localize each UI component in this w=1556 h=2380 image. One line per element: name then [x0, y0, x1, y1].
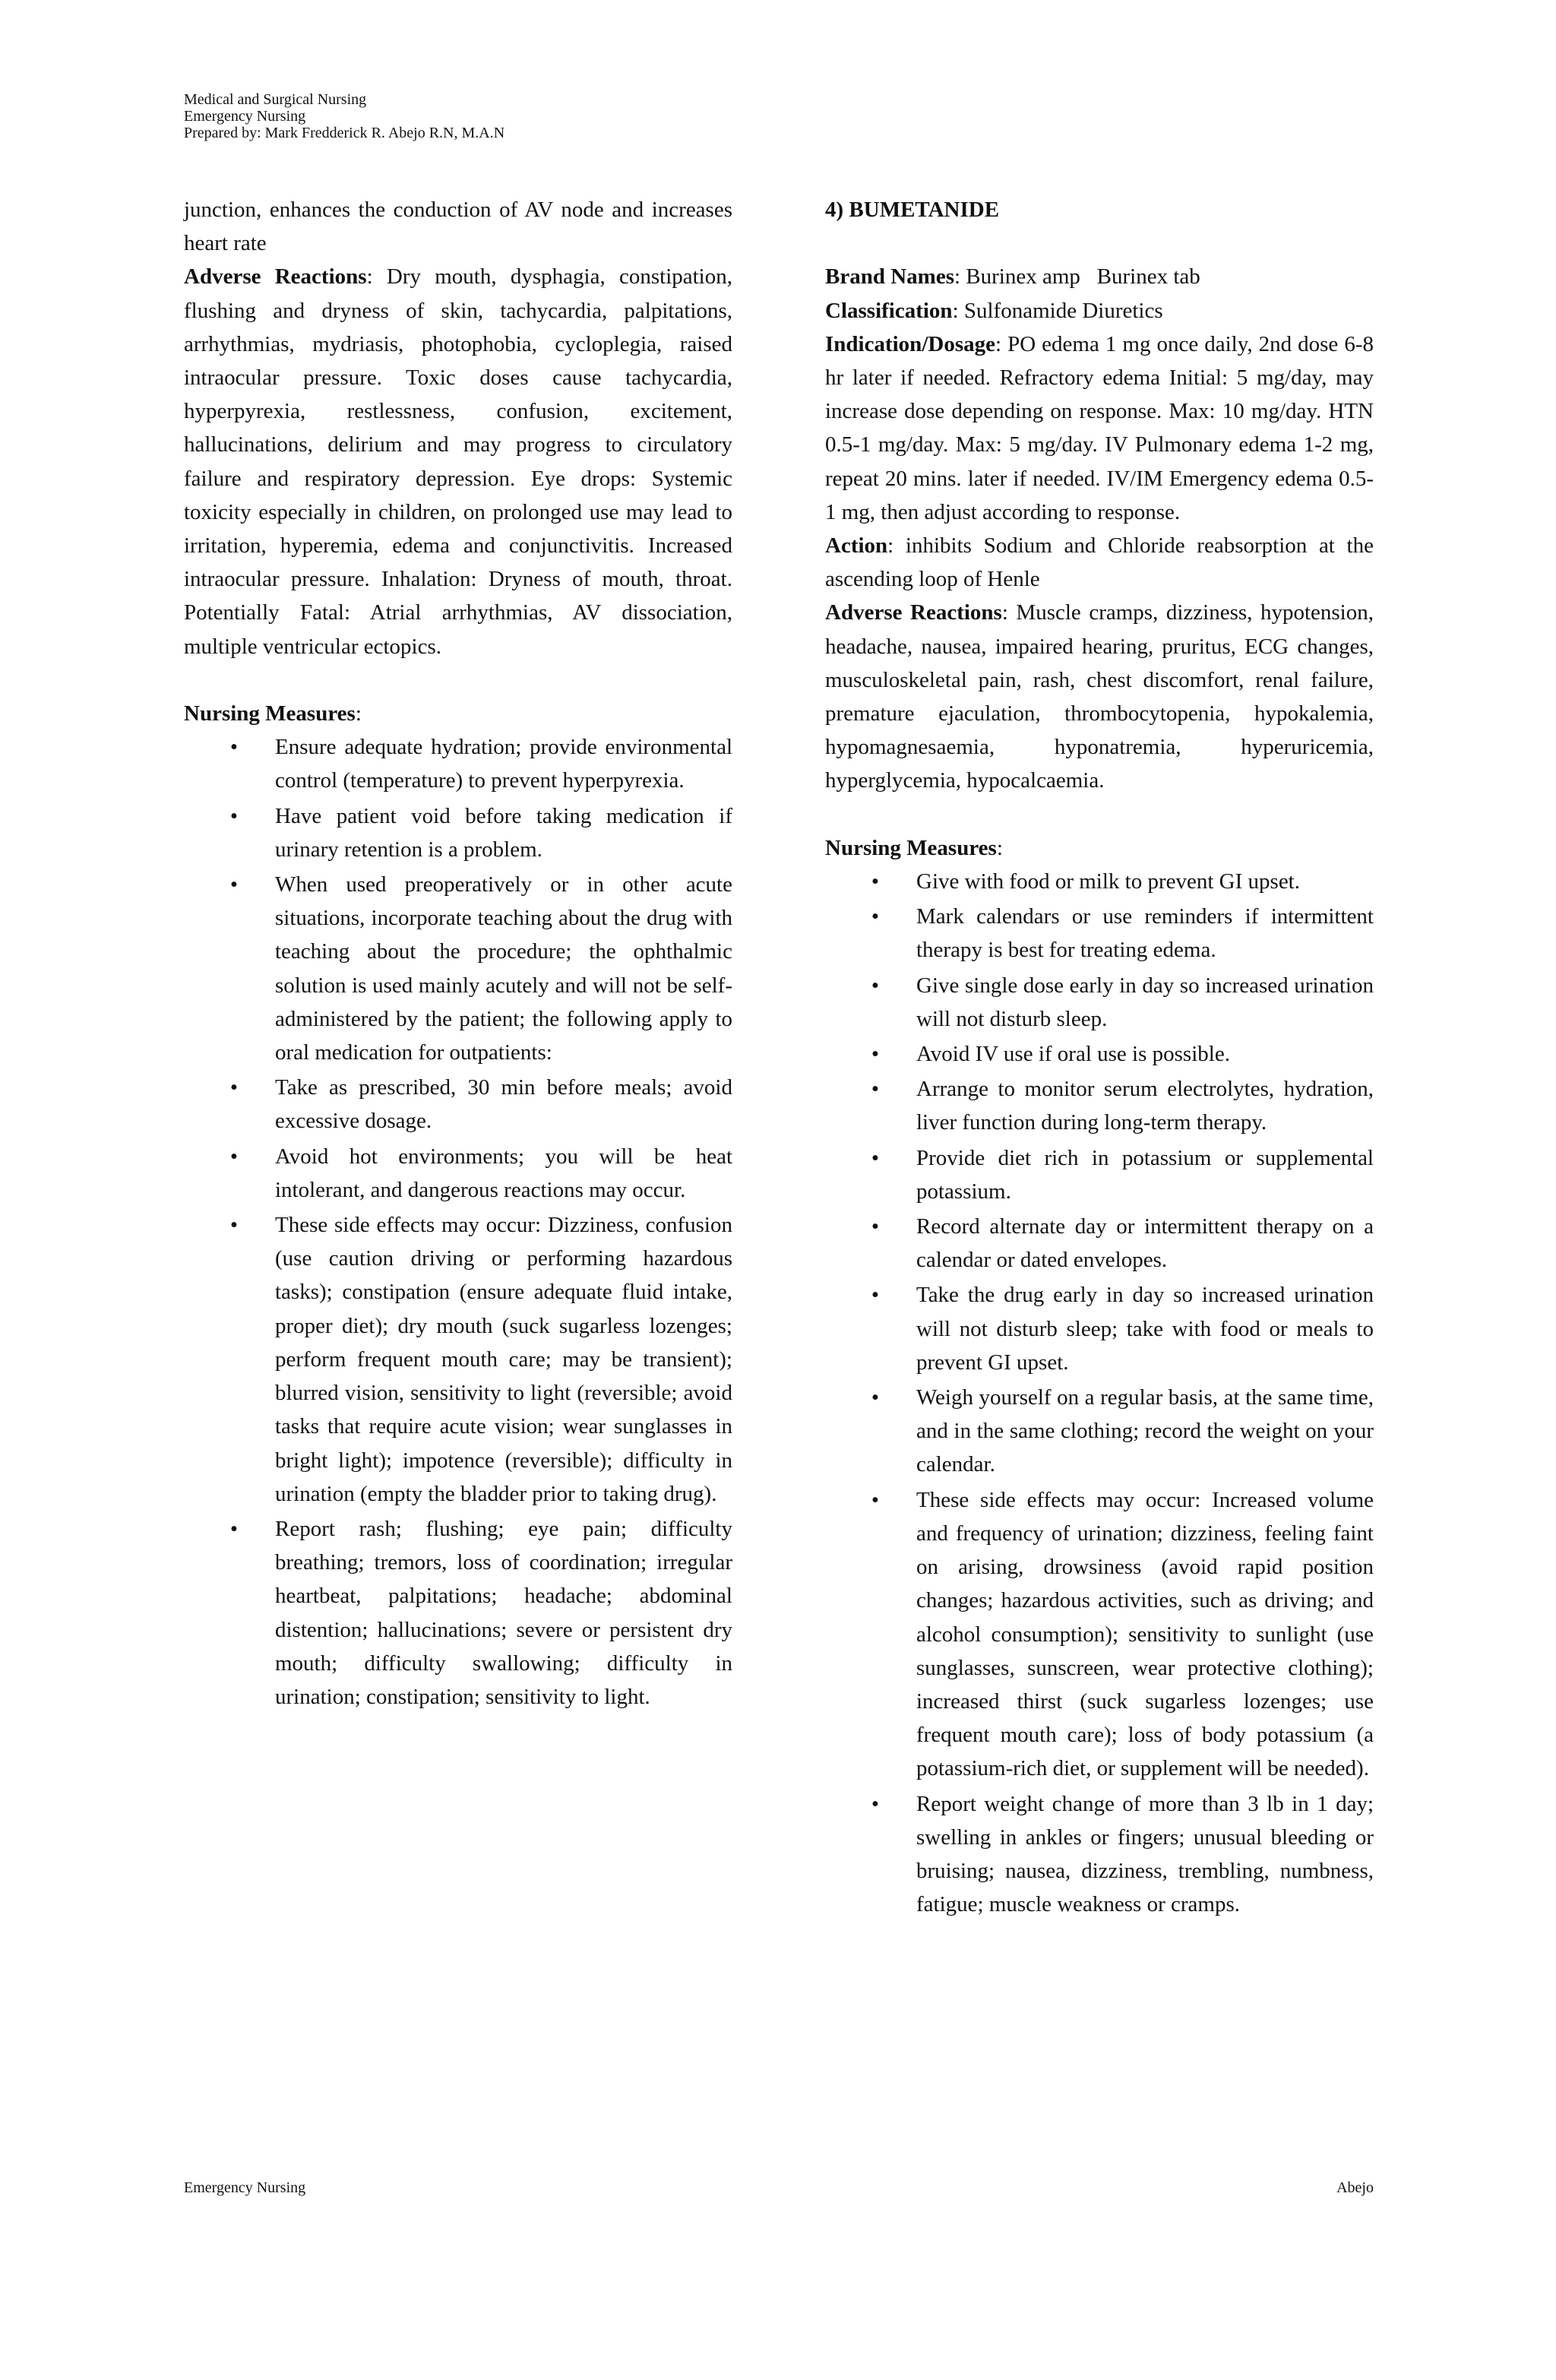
page-header [184, 91, 504, 141]
list-item: • These side effects may occur: Increased volume and frequency of urination; dizziness, feeling faint on arising, drowsiness (avoid rapid position changes; hazardous activities, such as driving; and alcohol consumption); sensitivity to sunlight (use sunglasses, sunscreen, wear protective clothing); increased thirst (suck sugarless lozenges; use frequent mouth care); loss of body potassium (a potassium-rich diet, or supplement will be needed). [825, 1483, 1374, 1786]
left-bullet-list [184, 730, 732, 1714]
adverse-reactions-label: Adverse Reactions [184, 264, 367, 290]
bullet-icon: • [229, 1144, 239, 1169]
list-item: • Report weight change of more than 3 lb in 1 day; swelling in ankles or fingers; unusual bleeding or bruising; nausea, dizziness, trembling, numbness, fatigue; muscle weakness or cramps. [825, 1787, 1374, 1922]
bullet-icon: • [871, 869, 880, 894]
brand-names-text: : Burinex amp Burinex tab [954, 264, 1200, 290]
bullet-icon: • [229, 1213, 239, 1238]
indication-text: : PO edema 1 mg once daily, 2nd dose 6-8 hr later if needed. Refractory edema Initial: 5 mg/day, may increase dose depending on response. Max: 10 mg/day. HTN 0.5-1 mg/day. Max: 5 mg/day. IV Pulmonary edema 1-2 mg, repeat 20 mins. later if needed. IV/IM Emergency edema 0.5-1 mg, then adjust according to response. [825, 331, 1374, 524]
intro-paragraph: junction, enhances the conduction of AV node and increases heart rate [184, 198, 732, 256]
list-item: • Mark calendars or use reminders if intermittent therapy is best for treating edema. [825, 900, 1374, 967]
list-item: • Report rash; flushing; eye pain; difficulty breathing; tremors, loss of coordination; irregular heartbeat, palpitations; headache; abdominal distention; hallucinations; severe or persistent dry mouth; difficulty swallowing; difficulty in urination; constipation; sensitivity to light. [184, 1512, 732, 1714]
list-item: • Give single dose early in day so increased urination will not disturb sleep. [825, 969, 1374, 1036]
bullet-icon: • [871, 1077, 880, 1102]
bullet-icon: • [229, 1516, 239, 1541]
action-label: Action [825, 533, 888, 559]
bullet-icon: • [229, 735, 239, 760]
brand-names-line [825, 260, 1374, 293]
header-course: Medical and Surgical Nursing [184, 91, 367, 108]
bullet-icon: • [229, 1075, 239, 1100]
indication-label: Indication/Dosage [825, 331, 995, 356]
nursing-measures-heading: Nursing Measures: [825, 835, 1003, 860]
classification-line [825, 294, 1374, 328]
bullet-icon: • [871, 1145, 880, 1170]
header-author: Prepared by: Mark Fredderick R. Abejo R.N, M.A.N [184, 125, 505, 141]
drug-title: 4) BUMETANIDE [825, 198, 1000, 222]
bullet-icon: • [871, 1283, 880, 1308]
list-item: • When used preoperatively or in other acute situations, incorporate teaching about the drug with teaching about the procedure; the ophthalmic solution is used mainly acutely and will not be self-administered by the patient; the following apply to oral medication for outpatients: [184, 868, 732, 1069]
action-paragraph [825, 529, 1374, 596]
bullet-icon: • [229, 872, 239, 897]
bullet-icon: • [871, 973, 880, 998]
bullet-icon: • [871, 1487, 880, 1512]
right-bullet-list [825, 865, 1374, 1921]
footer-left: Emergency Nursing [184, 2179, 306, 2196]
brand-names-label: Brand Names [825, 264, 954, 290]
adverse-reactions-label: Adverse Reactions [825, 600, 1002, 625]
adverse-reactions-paragraph [825, 596, 1374, 797]
bullet-icon: • [871, 904, 880, 929]
list-item: • Arrange to monitor serum electrolytes, hydration, liver function during long-term therapy. [825, 1072, 1374, 1139]
left-column [184, 193, 732, 1715]
list-item: • Take the drug early in day so increased urination will not disturb sleep; take with food or meals to prevent GI upset. [825, 1278, 1374, 1379]
bullet-icon: • [871, 1385, 880, 1410]
bullet-icon: • [871, 1214, 880, 1239]
list-item: • Avoid hot environments; you will be heat intolerant, and dangerous reactions may occur. [184, 1140, 732, 1207]
list-item: • Weigh yourself on a regular basis, at the same time, and in the same clothing; record the weight on your calendar. [825, 1381, 1374, 1482]
adverse-reactions-paragraph [184, 260, 732, 663]
list-item: • Provide diet rich in potassium or supplemental potassium. [825, 1141, 1374, 1208]
list-item: • Take as prescribed, 30 min before meals; avoid excessive dosage. [184, 1071, 732, 1138]
list-item: • Have patient void before taking medication if urinary retention is a problem. [184, 799, 732, 866]
nursing-measures-label: Nursing Measures [184, 701, 356, 726]
nursing-measures-label: Nursing Measures [825, 835, 997, 860]
action-text: : inhibits Sodium and Chloride reabsorption at the ascending loop of Henle [825, 533, 1374, 592]
bullet-icon: • [871, 1042, 880, 1067]
right-column [825, 193, 1374, 1923]
indication-paragraph [825, 328, 1374, 529]
bullet-icon: • [871, 1791, 880, 1816]
list-item: • Ensure adequate hydration; provide environmental control (temperature) to prevent hyperpyrexia. [184, 730, 732, 797]
list-item: • Record alternate day or intermittent therapy on a calendar or dated envelopes. [825, 1210, 1374, 1277]
list-item: • These side effects may occur: Dizziness, confusion (use caution driving or performing hazardous tasks); constipation (ensure adequate fluid intake, proper diet); dry mouth (suck sugarless lozenges; perform frequent mouth care; may be transient); blurred vision, sensitivity to light (reversible; avoid tasks that require acute vision; wear sunglasses in bright light); impotence (reversible); difficulty in urination (empty the bladder prior to taking drug). [184, 1208, 732, 1511]
nursing-measures-heading: Nursing Measures: [184, 701, 362, 726]
bullet-icon: • [229, 803, 239, 828]
footer-right: Abejo [1336, 2179, 1374, 2196]
classification-text: : Sulfonamide Diuretics [952, 298, 1163, 323]
list-item: • Avoid IV use if oral use is possible. [825, 1037, 1374, 1071]
adverse-reactions-text: : Muscle cramps, dizziness, hypotension, headache, nausea, impaired hearing, pruritus, ECG changes, musculoskeletal pain, rash, chest discomfort, renal failure, premature ejaculation, thrombocytopenia, hypokalemia, hypomagnesaemia, hyponatremia, hyperuricemia, hyperglycemia, hypocalcaemia. [825, 600, 1374, 793]
header-subject: Emergency Nursing [184, 108, 306, 125]
classification-label: Classification [825, 298, 953, 323]
adverse-reactions-text: : Dry mouth, dysphagia, constipation, flushing and dryness of skin, tachycardia, palpitations, arrhythmias, mydriasis, photophobia, cycloplegia, raised intraocular pressure. Toxic doses cause tachycardia, hyperpyrexia, restlessness, confusion, excitement, hallucinations, delirium and may progress to circulatory failure and respiratory depression. Eye drops: Systemic toxicity especially in children, on prolonged use may lead to irritation, hyperemia, edema and conjunctivitis. Increased intraocular pressure. Inhalation: Dryness of mouth, throat. Potentially Fatal: Atrial arrhythmias, AV dissociation, multiple ventricular ectopics. [184, 264, 732, 659]
list-item: • Give with food or milk to prevent GI upset. [825, 865, 1374, 898]
